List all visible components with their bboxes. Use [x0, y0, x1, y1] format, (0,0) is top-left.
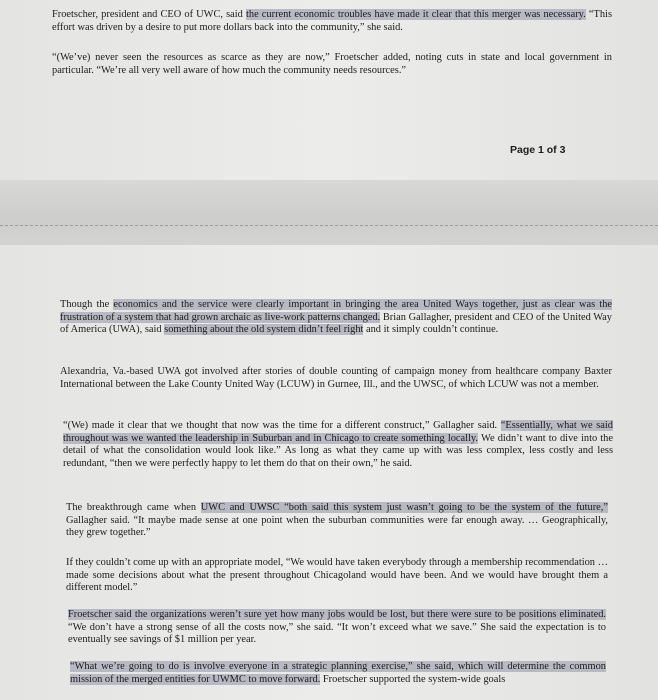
- text-run: and it simply couldn’t continue.: [363, 324, 499, 336]
- highlighted-text: the current economic troubles have made it clear that this merger was necessary.: [245, 9, 586, 20]
- text-run: “We don’t have a strong sense of all the costs now,” she said. “It won’t exceed what we save.” She said the expectation is to eventually see savings of $1 million per year.: [68, 621, 606, 646]
- highlighted-text: Froetscher said the organizations weren’t sure yet how many jobs would be lost, but there were sure to be positions eliminated.: [68, 609, 606, 620]
- text-run: Though the: [60, 299, 114, 310]
- highlighted-text: “What we’re going to do is involve everyone in a strategic planning exercise,” she said, which will determine the common mission of the merged entities for UWMC to move forward.: [70, 661, 606, 685]
- paragraph-resources-scarce: “(We’ve) never seen the resources as scarce as they are now,” Froetscher added, noting cuts in state and local government in particular. “We’re all very well aware of how much the community needs resources.”: [52, 52, 612, 76]
- highlighted-text: something about the old system didn’t feel right: [164, 324, 364, 336]
- paragraph-breakthrough: [66, 502, 608, 540]
- text-run: Froetscher supported the system-wide goals: [320, 673, 506, 685]
- text-run: “This effort was driven by a desire to put more dollars back into the community,” she said.: [52, 9, 612, 33]
- highlighted-text: UWC and UWSC “both said this system just wasn’t going to be the system of the future,”: [200, 502, 608, 513]
- paragraph-jobs-savings: [68, 609, 606, 647]
- highlighted-text: economics and the service were clearly important in bringing the area United Ways together, just as clear was the frustration of a system that had grown archaic as live-work patterns changed.: [60, 299, 613, 323]
- text-run: Froetscher, president and CEO of UWC, said: [52, 9, 246, 20]
- text-run: “(We) made it clear that we thought that now was the time for a different construct,” Gallagher said.: [63, 420, 501, 431]
- document-page-1: [0, 0, 658, 180]
- page-number: Page 1 of 3: [510, 144, 566, 156]
- text-run: Brian Gallagher, president and CEO of the United Way of America (UWA), said: [60, 311, 612, 336]
- page-break-line: [0, 225, 658, 226]
- text-run: Gallagher said. “It maybe made sense at one point when the suburban communities were far enough away. … Geographically, they grew together.”: [66, 514, 608, 539]
- paragraph-uwa-involvement: Alexandria, Va.-based UWA got involved after stories of double counting of campaign money from healthcare company Baxter International between the Lake County United Way (LCUW) in Gurnee, Ill., and the UWSC, of which LCUW was not a member.: [60, 366, 612, 390]
- page-gap: [0, 180, 658, 245]
- paragraph-economics-service: [60, 299, 612, 337]
- paragraph-strategic-planning: [70, 661, 606, 686]
- paragraph-appropriate-model: If they couldn’t come up with an appropriate model, “We would have taken everybody through a membership recommendation … made some decisions about what the present throughout Chicagoland would have been. And we would have brought them a different model.”: [66, 557, 608, 594]
- text-run: We didn’t want to dive into the detail of what the consolidation would look like.” As long as what they came up with was less complex, less costly and less redundant, “then we were perfectly happy to let them do that on their own,” he said.: [63, 432, 613, 469]
- document-page-2: [0, 245, 658, 700]
- text-run: The breakthrough came when: [66, 502, 201, 513]
- paragraph-gallagher-construct: [63, 420, 613, 470]
- highlighted-text: “Essentially, what we said throughout was we wanted the leadership in Suburban and in Chicago to create something locally.: [63, 420, 613, 444]
- paragraph-froetscher-merger: [52, 9, 612, 34]
